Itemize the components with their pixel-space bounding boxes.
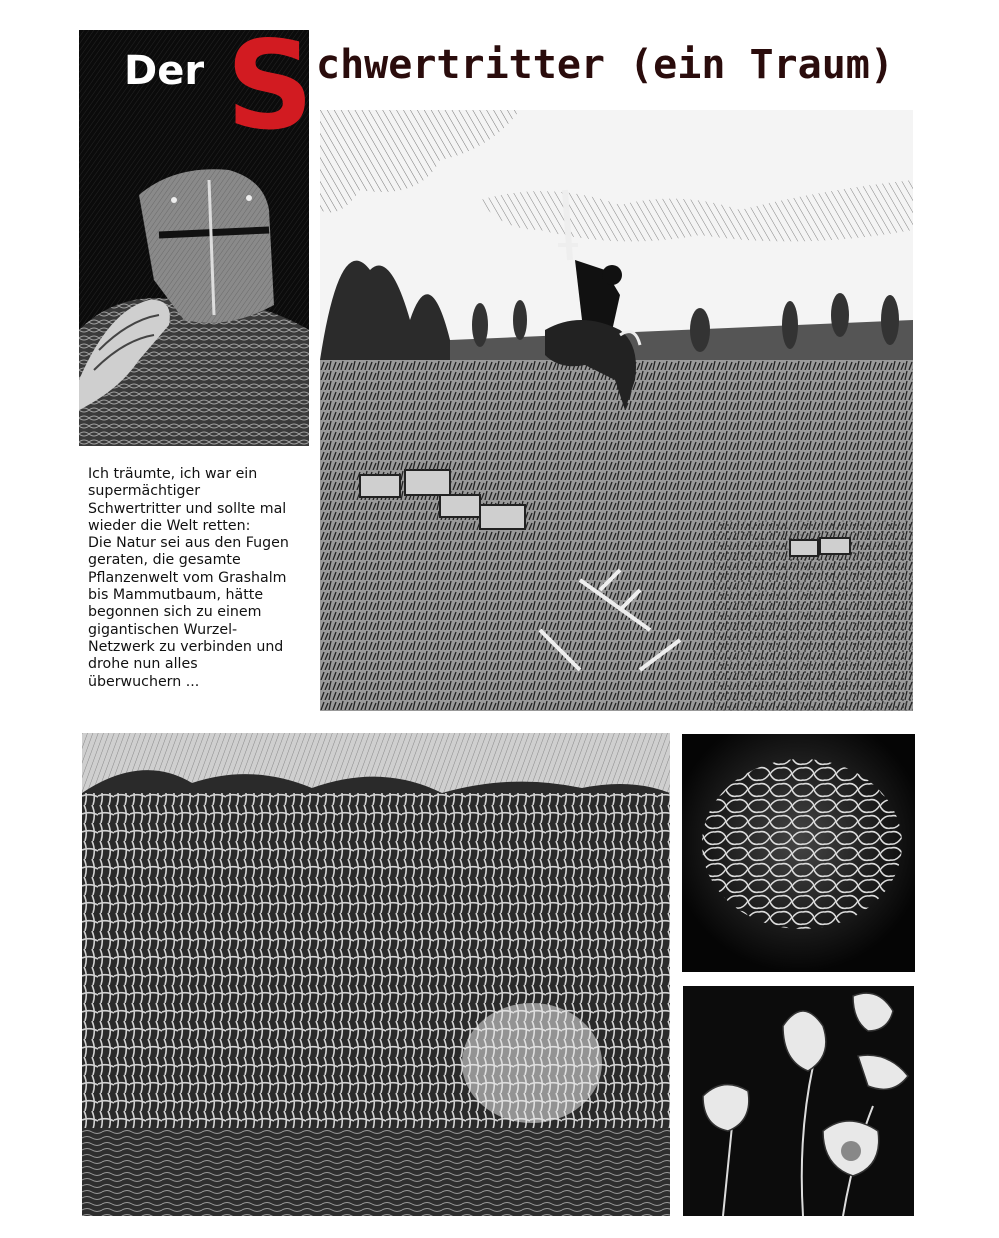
title-initial-s: S (226, 15, 314, 157)
rider-panel (320, 110, 913, 711)
web-panel (682, 734, 915, 972)
flower-icon (683, 986, 914, 1216)
sword-rider-icon (320, 110, 913, 711)
flowers-panel (683, 986, 914, 1216)
title-rest: chwertritter (ein Traum) (316, 42, 894, 88)
root-web-icon (682, 734, 915, 972)
title-der: Der (124, 48, 205, 94)
root-forest-icon (82, 733, 670, 1216)
forest-panel (82, 733, 670, 1216)
story-text: Ich träumte, ich war ein supermächtiger Schwertritter und sollte mal wieder die Welt retten: Die Natur sei aus den Fugen geraten, die gesamte Pflanzenwelt vom Grashalm bis Mammutbaum, hätte begonnen sich zu einem gigantischen Wurzel- Netzwerk zu verbinden und drohe nun alles überwuchern ... (88, 466, 289, 690)
